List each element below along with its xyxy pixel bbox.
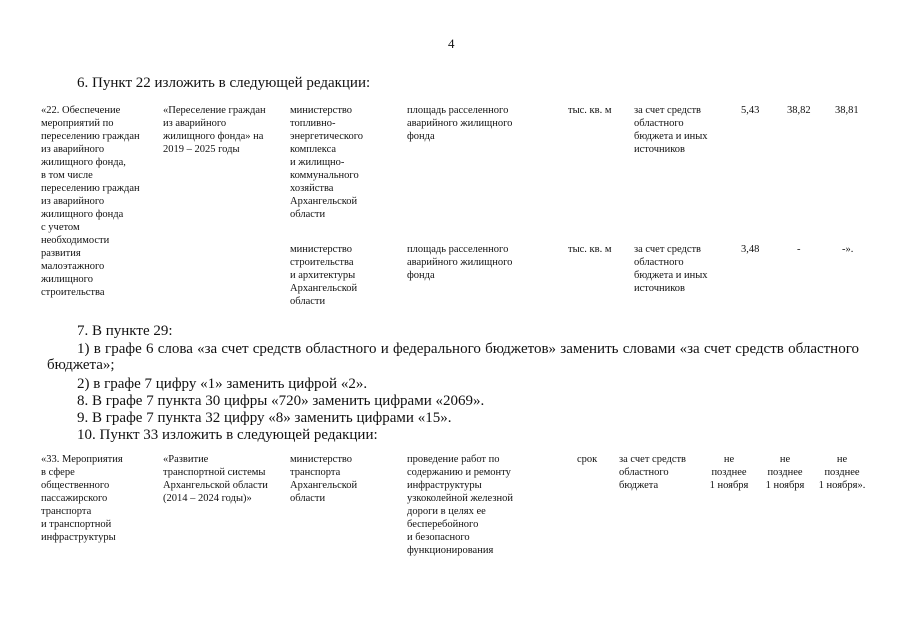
table22-row1-indicator: площадь расселенного аварийного жилищного фонда (407, 105, 513, 142)
table33-value-2: не позднее 1 ноября (765, 454, 805, 491)
table22-program-cell: «Переселение граждан из аварийного жилищного фонда» на 2019 – 2025 годы (163, 105, 266, 155)
table33-value-1: не позднее 1 ноября (709, 454, 749, 491)
item-9: 9. В графе 7 пункта 32 цифру «8» заменить цифрами «15». (77, 410, 452, 426)
table33-unit-cell: срок (577, 454, 598, 465)
table22-row1-value-3: 38,81 (835, 105, 859, 116)
table33-measure-cell: «33. Мероприятия в сфере общественного пассажирского транспорта и транспортной инфраструктуры (41, 454, 123, 543)
table22-row2-value-1: 3,48 (741, 244, 760, 255)
table22-row2-source: за счет средств областного бюджета и иных источников (634, 244, 708, 294)
item-7-heading: 7. В пункте 29: (77, 323, 173, 339)
table22-row1-source: за счет средств областного бюджета и иных источников (634, 105, 708, 155)
table22-row2-executor: министерство строительства и архитектуры Архангельской области (290, 244, 358, 307)
item-7-subitem-1: 1) в графе 6 слова «за счет средств областного и федерального бюджетов» заменить словами «за счет средств областного бюджета»; (47, 341, 859, 373)
table33-value-3: не позднее 1 ноября». (818, 454, 866, 491)
table22-row2-value-3: -». (842, 244, 854, 255)
item-10-heading: 10. Пункт 33 изложить в следующей редакции: (77, 427, 378, 443)
item-6-heading: 6. Пункт 22 изложить в следующей редакции: (77, 75, 371, 91)
table22-row1-value-2: 38,82 (787, 105, 811, 116)
table22-row1-executor: министерство топливно- энергетического комплекса и жилищно- коммунального хозяйства Архангельской области (290, 105, 364, 220)
table22-row1-value-1: 5,43 (741, 105, 760, 116)
table33-indicator-cell: проведение работ по содержанию и ремонту инфраструктуры узкоколейной железной дороги в целях ее бесперебойного и безопасного функционирования (407, 454, 513, 556)
item-7-subitem-2: 2) в графе 7 цифру «1» заменить цифрой «2». (77, 376, 368, 392)
table22-row2-value-2: - (797, 244, 801, 255)
item-8: 8. В графе 7 пункта 30 цифры «720» заменить цифрами «2069». (77, 393, 485, 409)
table33-program-cell: «Развитие транспортной системы Архангельской области (2014 – 2024 годы)» (163, 454, 268, 504)
table33-executor-cell: министерство транспорта Архангельской области (290, 454, 358, 504)
page-number: 4 (448, 36, 455, 51)
table22-row1-unit: тыс. кв. м (568, 105, 612, 116)
table22-row2-indicator: площадь расселенного аварийного жилищного фонда (407, 244, 513, 281)
table22-measure-cell: «22. Обеспечение мероприятий по переселению граждан из аварийного жилищного фонда, в том числе переселению граждан из аварийного жилищного фонда с учетом необходимости развития малоэтажного жилищного строительства (41, 105, 140, 298)
table33-source-cell: за счет средств областного бюджета (619, 454, 687, 491)
table22-row2-unit: тыс. кв. м (568, 244, 612, 255)
